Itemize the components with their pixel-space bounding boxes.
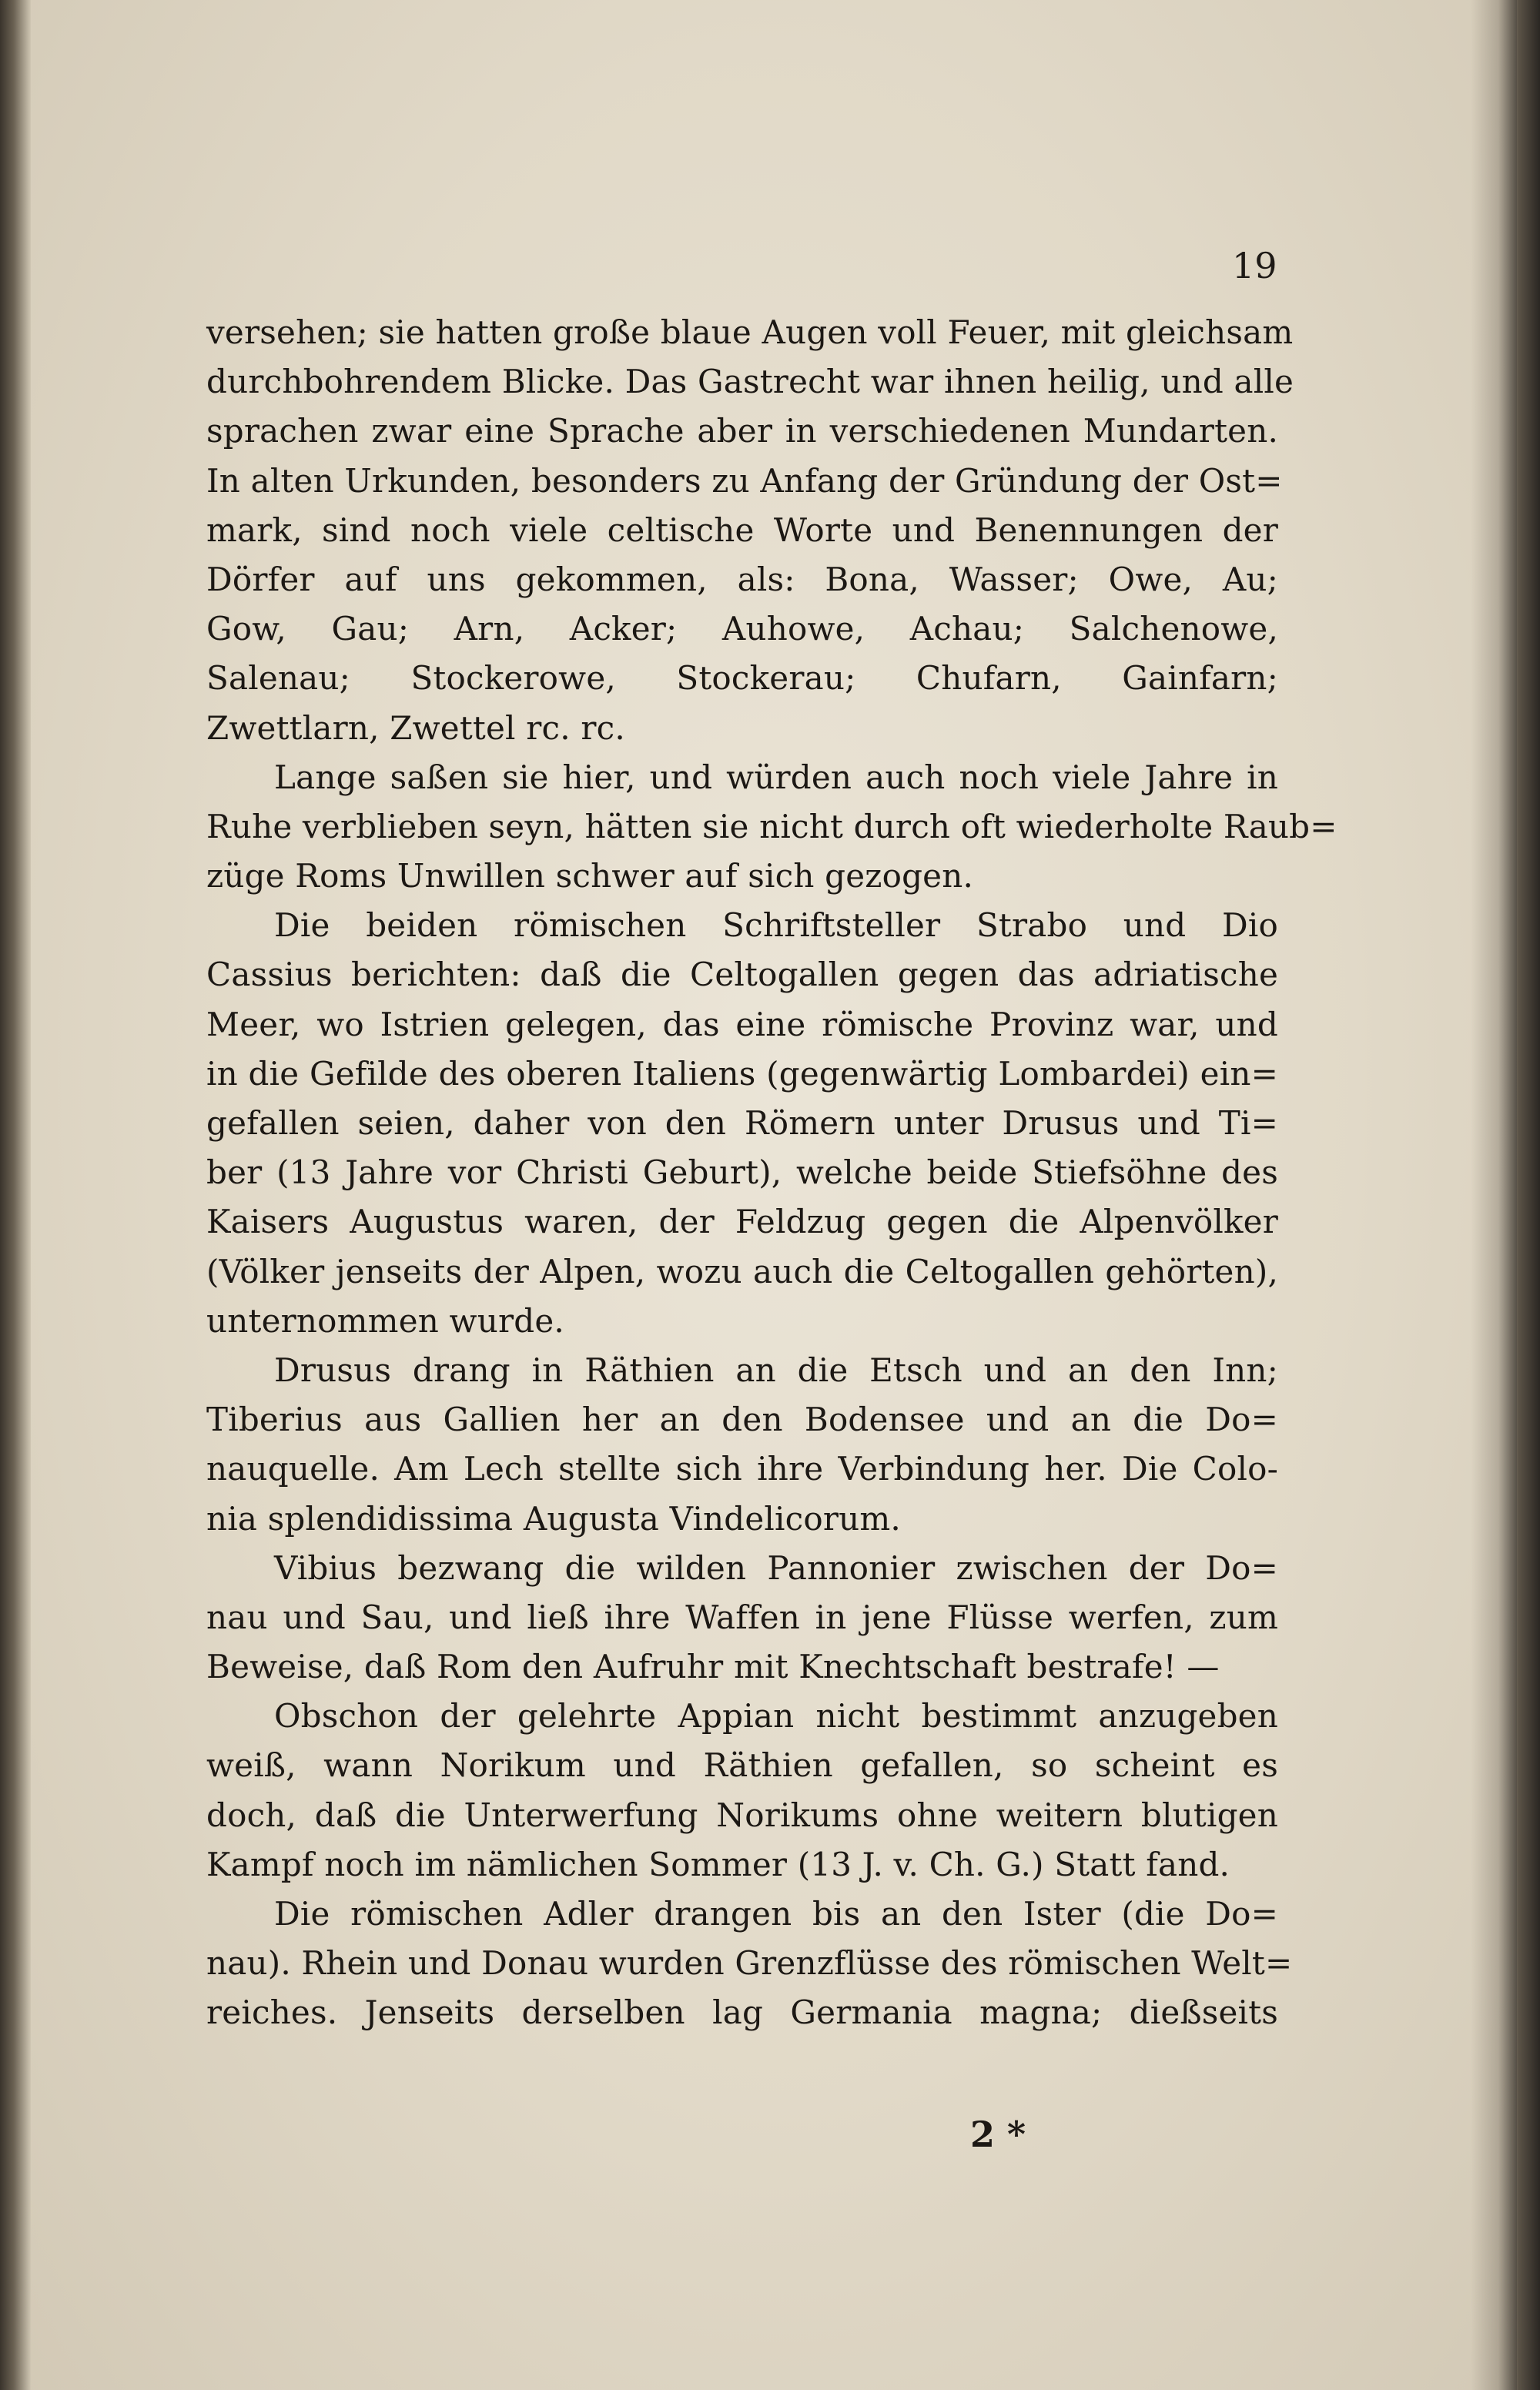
text-line: nauquelle. Am Lech stellte sich ihre Verbindung her. Die Colo- xyxy=(206,1450,1278,1488)
text-line: ber (13 Jahre vor Christi Geburt), welche beide Stiefsöhne des xyxy=(206,1153,1278,1192)
text-line: Die beiden römischen Schriftsteller Strabo und Dio xyxy=(274,906,1278,945)
text-line: reiches. Jenseits derselben lag Germania magna; dießseits xyxy=(206,1993,1278,2032)
body-text xyxy=(206,308,1337,2038)
page-fold-shadow xyxy=(1471,0,1517,2390)
text-line: durchbohrendem Blicke. Das Gastrecht war ihnen heilig, und alle xyxy=(206,363,1294,401)
text-line: (Völker jenseits der Alpen, wozu auch die Celtogallen gehörten), xyxy=(206,1252,1278,1290)
text-line: Lange saßen sie hier, und würden auch noch viele Jahre in xyxy=(274,758,1278,796)
text-line: in die Gefilde des oberen Italiens (gegenwärtig Lombardei) ein= xyxy=(206,1054,1278,1093)
text-line: Beweise, daß Rom den Aufruhr mit Knechtschaft bestrafe! — xyxy=(206,1648,1220,1686)
text-line: Dörfer auf uns gekommen, als: Bona, Wasser; Owe, Au; xyxy=(206,560,1278,598)
text-line: gefallen seien, daher von den Römern unter Drusus und Ti= xyxy=(206,1104,1278,1142)
signature-mark: 2 * xyxy=(970,2114,1026,2155)
text-line: Drusus drang in Räthien an die Etsch und an den Inn; xyxy=(274,1351,1278,1389)
text-line: Meer, wo Istrien gelegen, das eine römische Provinz war, und xyxy=(206,1005,1278,1043)
text-line: Cassius berichten: daß die Celtogallen gegen das adriatische xyxy=(206,956,1278,994)
text-line: weiß, wann Norikum und Räthien gefallen, so scheint es xyxy=(206,1746,1278,1785)
text-line: Tiberius aus Gallien her an den Bodensee und an die Do= xyxy=(206,1401,1278,1439)
text-line: Zwettlarn, Zwettel rc. rc. xyxy=(206,708,625,747)
text-line: Kaisers Augustus waren, der Feldzug gegen die Alpenvölker xyxy=(206,1203,1278,1241)
text-line: versehen; sie hatten große blaue Augen voll Feuer, mit gleichsam xyxy=(206,313,1294,351)
text-line: nau). Rhein und Donau wurden Grenzflüsse des römischen Welt= xyxy=(206,1944,1293,1983)
text-line: Kampf noch im nämlichen Sommer (13 J. v. Ch. G.) Statt fand. xyxy=(206,1845,1230,1883)
text-line: Obschon der gelehrte Appian nicht bestimmt anzugeben xyxy=(274,1697,1278,1736)
text-line: züge Roms Unwillen schwer auf sich gezogen. xyxy=(206,857,974,895)
text-line: nia splendidissima Augusta Vindelicorum. xyxy=(206,1499,901,1538)
text-line: doch, daß die Unterwerfung Norikums ohne weitern blutigen xyxy=(206,1796,1278,1834)
text-line: nau und Sau, und ließ ihre Waffen in jene Flüsse werfen, zum xyxy=(206,1598,1278,1636)
text-line: Salenau; Stockerowe, Stockerau; Chufarn, Gainfarn; xyxy=(206,659,1278,698)
text-line: Die römischen Adler drangen bis an den Ister (die Do= xyxy=(274,1895,1278,1933)
text-line: Vibius bezwang die wilden Pannonier zwischen der Do= xyxy=(274,1548,1278,1587)
text-line: Gow, Gau; Arn, Acker; Auhowe, Achau; Salchenowe, xyxy=(206,610,1278,648)
text-line: sprachen zwar eine Sprache aber in verschiedenen Mundarten. xyxy=(206,412,1278,450)
text-line: In alten Urkunden, besonders zu Anfang der Gründung der Ost= xyxy=(206,461,1283,500)
text-line: mark, sind noch viele celtische Worte und Benennungen der xyxy=(206,510,1278,549)
text-line: unternommen wurde. xyxy=(206,1301,564,1340)
text-line: Ruhe verblieben seyn, hätten sie nicht durch oft wiederholte Raub= xyxy=(206,807,1337,845)
page-number: 19 xyxy=(1232,245,1277,286)
